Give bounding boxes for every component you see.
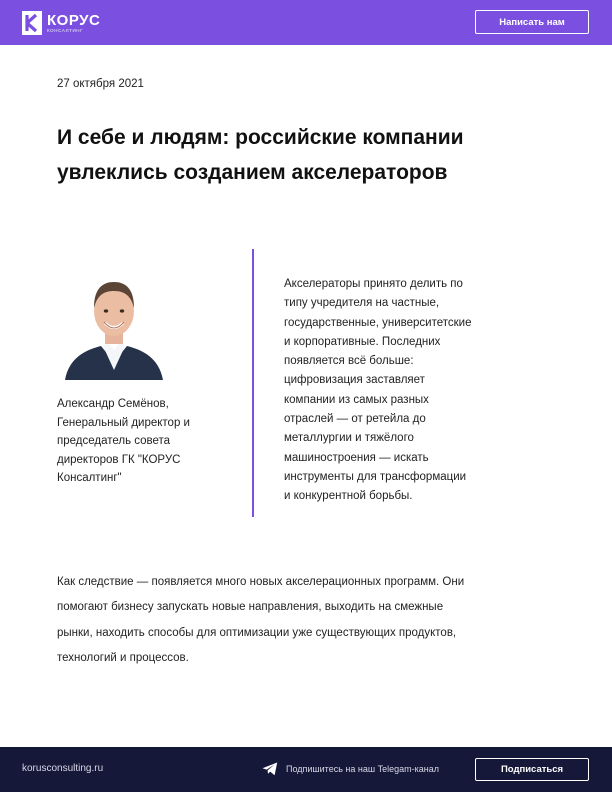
telegram-icon[interactable] [262,762,278,776]
quote-divider [252,249,254,517]
quote-line: компании из самых разных [284,393,429,406]
logo-subtitle: КОНСАЛТИНГ [47,27,84,33]
author-info [57,395,237,488]
korus-logo-icon [22,11,42,35]
top-bar [0,0,612,45]
quote-line: и конкурентной борьбы. [284,490,413,503]
author-name: Александр Семёнов, [57,398,169,410]
author-photo [57,266,171,380]
korus-logo[interactable] [22,10,100,36]
write-us-button[interactable]: Написать нам [475,10,589,34]
quote-line: инструменты для трансформации [284,470,467,483]
author-position: председатель совета [57,435,171,447]
author-position: Консалтинг" [57,472,122,484]
quote-line: типу учредителя на частные, [284,297,440,310]
site-link[interactable]: korusconsulting.ru [22,763,104,774]
telegram-subscribe-link[interactable]: Подпишитесь на наш Telegam-канал [286,764,439,774]
author-position: директоров ГК "КОРУС [57,453,181,466]
paragraph-line: рынки, находить способы для оптимизации уже существующих продуктов, [57,626,457,639]
subscribe-button[interactable]: Подписаться [475,758,589,781]
article-date: 27 октября 2021 [57,78,144,90]
page-title: И себе и людям: российские компании увлеклись созданием акселераторов [57,126,464,184]
quote-line: государственные, университетские [284,316,472,329]
quote-line: машиностроения — искать [284,451,429,464]
quote-line: появляется всё больше: [284,355,414,368]
quote-block [284,275,524,507]
logo-name: КОРУС [47,11,101,29]
logo-text [47,13,100,34]
paragraph-line: технологий и процессов. [57,651,189,664]
quote-line: и корпоративные. Последних [284,335,441,348]
paragraph-line: помогают бизнесу запускать новые направления, выходить на смежные [57,601,444,614]
paragraph-line: Как следствие — появляется много новых акселерационных программ. Они [57,576,465,588]
author-position: Генеральный директор и [57,416,190,429]
footer-bar [0,747,612,792]
article-paragraph [57,570,557,671]
quote-line: цифровизация заставляет [284,374,425,387]
quote-line: Акселераторы принято делить по [284,278,463,290]
quote-line: отраслей — от ретейла до [284,413,426,426]
quote-line: металлургии и тяжёлого [284,432,414,445]
